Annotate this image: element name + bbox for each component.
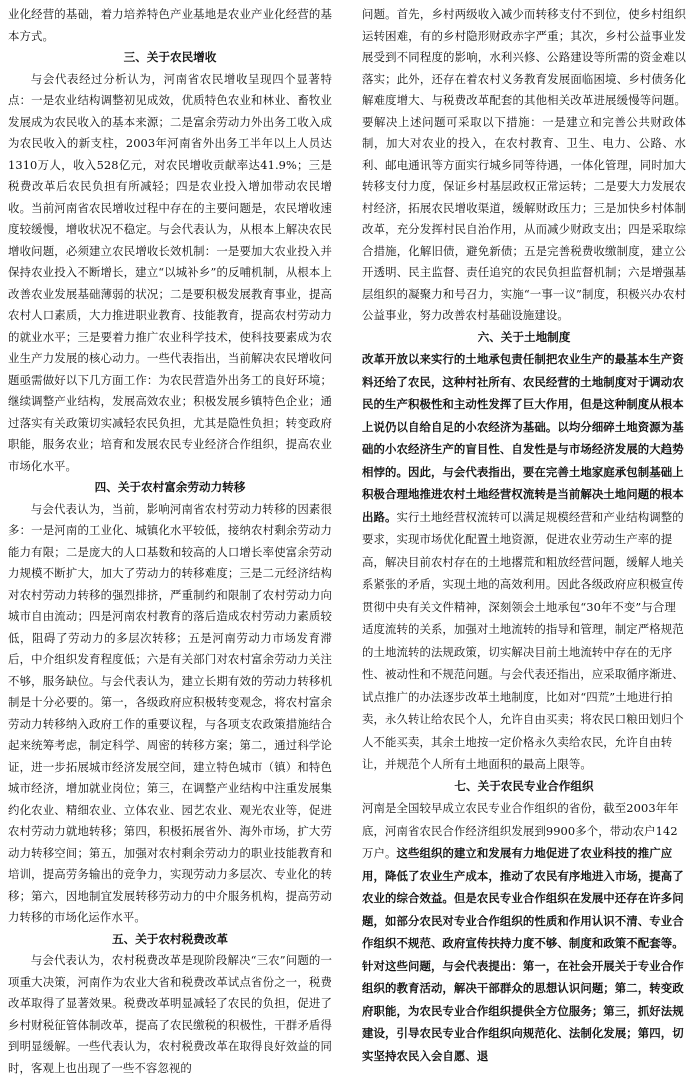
- paragraph: 问题。首先，乡村两级收入减少而转移支付不到位，使乡村组织运转困难，有的乡村隐形财政赤字严重；其次，乡村公益事业发展受到不同程度的影响，水利兴修、公路建设等所需的资金难以落实；此外，还存在着农村义务教育发展面临困境、乡村债务化解难度增大、与税费改革配套的其他相关改革进展缓慢等问题。要解决上述问题可采取以下措施：一是建立和完善公共财政体制，加大对农业的投入，在农村教育、卫生、电力、公路、水利、邮电通讯等方面实行城乡同等待遇，一体化管理，同时加大转移支付力度，保证乡村基层政权正常运转；二是要大力发展农村经济，拓展农民增收渠道，缓解财政压力；三是加快乡村体制改革，充分发挥村民自治作用，从而减少财政支出；四是采取综合措施，化解旧债，避免新债；五是完善税费收缴制度，建立公开透明、民主监督、责任追究的农民负担监督机制；六是增强基层组织的凝聚力和号召力，实施“一事一议”制度，积极兴办农村公益事业，努力改善农村基础设施建设。: [362, 7, 686, 322]
- section-heading: 五、关于农村税费改革: [112, 931, 228, 946]
- section-heading: 六、关于土地制度: [477, 329, 571, 344]
- paragraph: 与会代表认为，当前，影响河南省农村劳动力转移的因素很多：一是河南的工业化、城镇化水平较低，接纳农村剩余劳动力能力有限；二是庞大的人口基数和较高的人口增长率使富余劳动力规模不断扩大，加大了劳动力的转移难度；三是二元经济结构对农村劳动力转移的强烈排挤，严重制约和限制了农村劳动力向城市自由流动；四是河南农村教育的落后造成农村劳动力素质较低，阻碍了劳动力的多层次转移；五是河南劳动力市场发育滞后，中介组织发育程度低；六是有关部门对农村富余劳动力关注不够，服务缺位。与会代表认为，建立长期有效的劳动力转移机制是十分必要的。第一，各级政府应积极转变观念，将农村富余劳动力转移纳入政府工作的重要议程，与各项支农政策措施结合起来统筹考虑，制定科学、周密的转移方案；第二，通过科学论证，进一步拓展城市经济发展空间，建立特色城市（镇）和特色城市经济，增加就业岗位；第三，在调整产业结构中注重发展集约化农业、精细农业、立体农业、园艺农业、观光农业等，促进农村劳动力就地转移；第四，积极拓展省外、海外市场，扩大劳动力转移空间；第五，加强对农村剩余劳动力的职业技能教育和培训，提高劳务输出的竞争力，实现劳动力多层次、专业化的转移；第六，因地制宜发展转移劳动力的中介服务机构，提高劳动力转移的市场化运作水平。: [8, 501, 332, 924]
- paragraph: 实行土地经营权流转可以满足规模经营和产业结构调整的要求，实现市场优化配置土地资源，促进农业劳动生产率的提高，解决目前农村存在的土地撂荒和粗放经营问题，缓解人地关系紧张的矛盾，实现土地的高效利用。因此各级政府应积极宣传贯彻中央有关文件精神，深刻领会土地承包“30年不变”与合理适度流转的关系，加强对土地流转的指导和管理，制定严格规范的土地流转的法规政策，切实解决目前土地流转中存在的无序性、被动性和不规范问题。与会代表还指出，应采取循序渐进、试点推广的办法逐步改革土地制度，比如对“四荒”土地进行拍卖，永久转让给农民个人，允许自由买卖；将农民口粮田划归个人不能买卖，其余土地按一定价格永久卖给农民，允许自由转让，并规范个人所有土地面积的最高上限等。: [362, 509, 684, 771]
- section-heading: 四、关于农村富余劳动力转移: [94, 480, 246, 494]
- paragraph: 河南是全国较早成立农民专业合作组织的省份，截至2003年年底，河南省农民合作经济组织发展到9900多个，带动农户142万户。: [362, 801, 679, 860]
- paragraph-emphasis: 改革开放以来实行的土地承包责任制把农业生产的最基本生产资料还给了农民，这种村社所有、农民经营的土地制度对于调动农民的生产积极性和主动性发挥了巨大作用，但是这种制度从根本上说仍以自给自足的小农经济为基础。以均分细碎土地资源为基础的小农经济生产的盲目性、自发性是与市场经济发展的大趋势相悖的。因此，与会代表指出，要在完善土地家庭承包制基础上积极合理地推进农村土地经营权流转是当前解决土地问题的根本出路。: [362, 352, 684, 524]
- right-column: [362, 4, 686, 1067]
- paragraph: 业化经营的基础，着力培养特色产业基地是农业产业化经营的基本方式。: [8, 7, 332, 43]
- section-heading: 三、关于农民增收: [123, 50, 217, 64]
- left-column: [8, 4, 332, 1079]
- paragraph: 与会代表经过分析认为，河南省农民增收呈现四个显著特点：一是农业结构调整初见成效，优质特色农业和林业、畜牧业发展成为农民收入的基本来源；二是富余劳动力外出务工收入成为农民收入的新支柱，2003年河南省外出务工半年以上人员达1310万人，收入528亿元，对农民增收贡献率达41.9%；三是税费改革后农民负担有所减轻；四是农业投入增加带动农民增收。当前河南省农民增收过程中存在的主要问题是，农民增收速度较缓慢，增收状况不稳定。与会代表认为，从根本上解决农民增收问题，必须建立农民增收长效机制：一是要加大农业投入并保持农业投入不断增长，建立“以城补乡”的反哺机制，从根本上改善农业发展基础薄弱的状况；二是要积极发展教育事业，提高农村人口素质，大力推进职业教育、技能教育，提高农村劳动力的就业水平；三是要着力推广农业科学技术，使科技要素成为农业生产力发展的核心动力。一些代表指出，当前解决农民增收问题亟需做好以下几方面工作：为农民营造外出务工的良好环境；继续调整产业结构，发展高效农业；积极发展乡镇特色企业；通过落实有关政策切实减轻农民负担，尤其是隐性负担；转变政府职能，服务农业；培育和发展农民专业经济合作组织，提高农业市场化水平。: [8, 71, 332, 473]
- paragraph-emphasis: 这些组织的建立和发展有力地促进了农业科技的推广应用，降低了农业生产成本，推动了农民有序地进入市场，提高了农业的综合效益。但是农民专业合作组织在发展中还存在许多问题，如部分农民对专业合作组织的性质和作用认识不清、专业合作组织不规范、政府宣传扶持力度不够、制度和政策不配套等。针对这些问题，与会代表提出：第一，在社会开展关于专业合作组织的教育活动，解决干部群众的思想认识问题；第二，转变政府职能，为农民专业合作组织提供全方位服务；第三，抓好法规建设，引导农民专业合作组织向规范化、法制化发展；第四，切实坚持农民入会自愿、退: [362, 846, 684, 1063]
- section-heading: 七、关于农民专业合作组织: [454, 778, 594, 793]
- paragraph: 与会代表认为，农村税费改革是现阶段解决“三农”问题的一项重大决策，河南作为农业大省和税费改革试点省份之一，税费改革取得了显著效果。税费改革明显减轻了农民的负担，促进了乡村财税征管体制改革，提高了农民缴税的积极性，干群矛盾得到明显缓解。一些代表认为，农村税费改革在取得良好效益的同时，客观上也出现了一些不容忽视的: [8, 953, 332, 1075]
